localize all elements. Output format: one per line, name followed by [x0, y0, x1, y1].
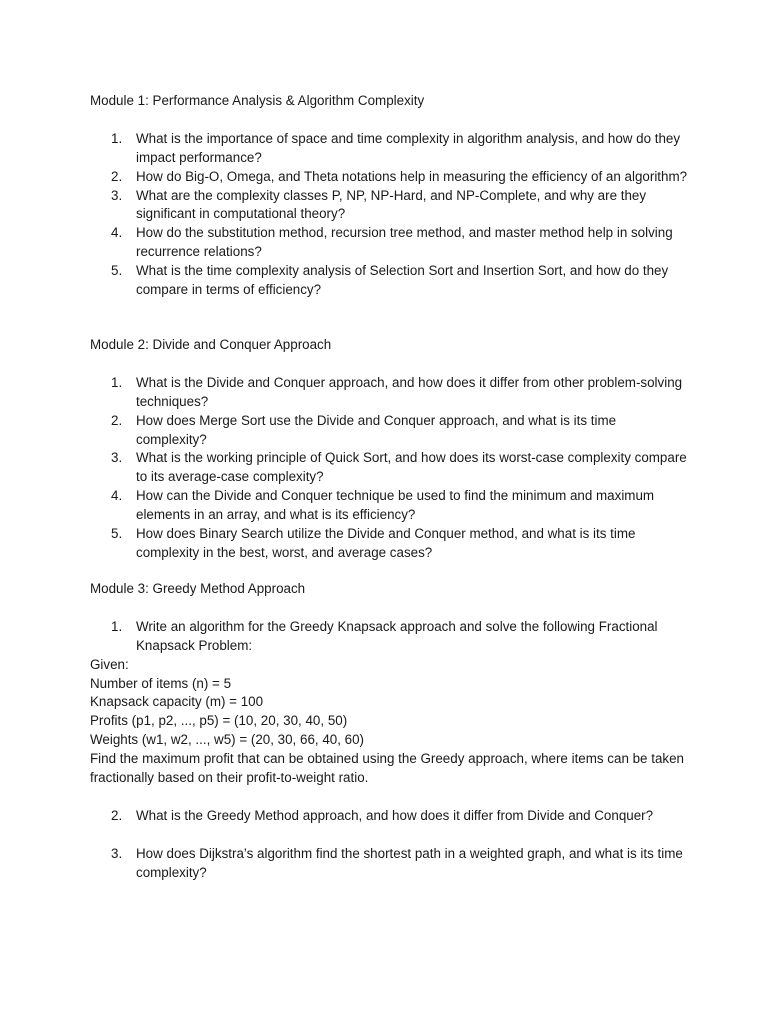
list-item: 1. Write an algorithm for the Greedy Knapsack approach and solve the following Fractional Knapsack Problem:: [111, 618, 658, 653]
module-1-section: [90, 92, 690, 300]
given-label: Given:: [90, 656, 129, 672]
given-weights: Weights (w1, w2, ..., w5) = (20, 30, 66, 40, 60): [90, 732, 365, 748]
question-text: How does Merge Sort use the Divide and Conquer approach, and what is its time complexity?: [136, 412, 617, 447]
given-instruction: Find the maximum profit that can be obtained using the Greedy approach, where items can be taken fractionally based on their profit-to-weight ratio.: [90, 751, 684, 786]
module-3-section: [90, 580, 690, 882]
question-text: How does Binary Search utilize the Divide and Conquer method, and what is its time complexity in the best, worst, and average cases?: [136, 526, 636, 560]
question-text: How do the substitution method, recursion tree method, and master method help in solving recurrence relations?: [136, 225, 673, 260]
module-2-heading: Module 2: Divide and Conquer Approach: [90, 337, 332, 352]
question-text: What is the working principle of Quick Sort, and how does its worst-case complexity compare to its average-case complexity?: [136, 450, 687, 485]
list-item: 1. What is the Divide and Conquer approach, and how does it differ from other problem-solving techniques?: [111, 374, 683, 409]
module-1-question-list: [90, 130, 690, 300]
given-capacity: Knapsack capacity (m) = 100: [90, 694, 264, 710]
list-item: 5. What is the time complexity analysis of Selection Sort and Insertion Sort, and how do they compare in terms of efficiency?: [111, 263, 669, 298]
question-text: What is the Divide and Conquer approach, and how does it differ from other problem-solving techniques?: [136, 374, 683, 409]
list-item: 4. How do the substitution method, recursion tree method, and master method help in solving recurrence relations?: [111, 225, 673, 260]
module-3-question-list-final: [90, 845, 690, 883]
module-1-heading: Module 1: Performance Analysis & Algorithm Complexity: [90, 93, 425, 108]
list-item: 5. How does Binary Search utilize the Divide and Conquer method, and what is its time complexity in the best, worst, and average cases?: [111, 526, 636, 560]
module-3-question-list: [90, 618, 690, 656]
list-item: 3. What are the complexity classes P, NP, NP-Hard, and NP-Complete, and why are they significant in computational theory?: [111, 187, 647, 222]
question-text: How can the Divide and Conquer technique be used to find the minimum and maximum elements in an array, and what is its efficiency?: [136, 488, 655, 523]
question-text: How do Big-O, Omega, and Theta notations help in measuring the efficiency of an algorithm?: [136, 168, 688, 184]
question-text: What is the time complexity analysis of Selection Sort and Insertion Sort, and how do they compare in terms of efficiency?: [136, 263, 669, 298]
list-item: 2. How do Big-O, Omega, and Theta notations help in measuring the efficiency of an algorithm?: [111, 168, 688, 184]
question-text: What are the complexity classes P, NP, NP-Hard, and NP-Complete, and why are they significant in computational theory?: [136, 187, 647, 222]
question-text: How does Dijkstra’s algorithm find the shortest path in a weighted graph, and what is its time complexity?: [136, 845, 683, 880]
question-text: What is the importance of space and time complexity in algorithm analysis, and how do they impact performance?: [136, 130, 681, 165]
given-profits: Profits (p1, p2, ..., p5) = (10, 20, 30, 40, 50): [90, 713, 348, 729]
list-item: 2. What is the Greedy Method approach, and how does it differ from Divide and Conquer?: [111, 807, 654, 823]
list-item: 4. How can the Divide and Conquer technique be used to find the minimum and maximum elements in an array, and what is its efficiency?: [111, 488, 655, 523]
module-3-heading: Module 3: Greedy Method Approach: [90, 581, 306, 596]
list-item: 1. What is the importance of space and time complexity in algorithm analysis, and how do they impact performance?: [111, 130, 681, 165]
list-item: 2. How does Merge Sort use the Divide and Conquer approach, and what is its time complexity?: [111, 412, 617, 447]
list-item: 3. What is the working principle of Quick Sort, and how does its worst-case complexity compare to its average-case complexity?: [111, 450, 687, 485]
list-item: 3. How does Dijkstra’s algorithm find the shortest path in a weighted graph, and what is its time complexity?: [111, 845, 683, 880]
question-text: What is the Greedy Method approach, and how does it differ from Divide and Conquer?: [136, 807, 654, 823]
module-2-question-list: [90, 374, 690, 563]
module-3-question-list-continued: [90, 807, 690, 826]
question-text: Write an algorithm for the Greedy Knapsack approach and solve the following Fractional Knapsack Problem:: [136, 618, 658, 653]
module-2-section: [90, 336, 690, 563]
given-items-count: Number of items (n) = 5: [90, 675, 232, 691]
